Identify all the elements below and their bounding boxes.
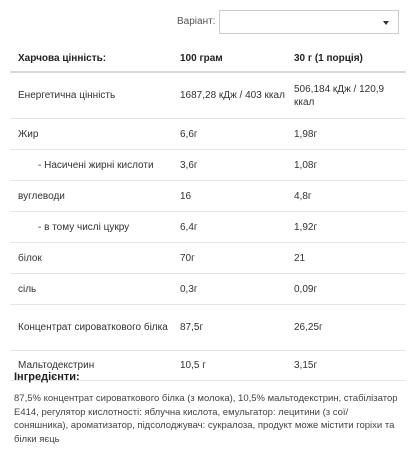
value-per-100g: 87,5г	[172, 305, 286, 351]
table-row	[10, 119, 406, 150]
value-per-100g: 0,3г	[172, 274, 286, 305]
value-per-100g: 70г	[172, 243, 286, 274]
nutrient-name: сіль	[10, 274, 172, 305]
value-per-serving: 506,184 кДж / 120,9 ккал	[286, 72, 406, 119]
nutrition-header-row	[10, 45, 406, 72]
table-row	[10, 305, 406, 351]
value-per-100g: 10,5 г	[172, 351, 286, 381]
value-per-serving: 3,15г	[286, 351, 406, 381]
header-per-100g: 100 грам	[172, 45, 286, 72]
table-row	[10, 181, 406, 212]
table-row	[10, 72, 406, 119]
header-nutrient: Харчова цінність:	[10, 45, 172, 72]
nutrient-name: Жир	[10, 119, 172, 150]
table-row	[10, 243, 406, 274]
value-per-serving: 26,25г	[286, 305, 406, 351]
ingredients-text: 87,5% концентрат сироваткового білка (з молока), 10,5% мальтодекстрин, стабілізатор Е414, регулятор кислотності: яблучна кислота, емульгатор: лецитини (з сої/ соняшника), ароматизатор, підсолоджувач: сукралоза, продукт може містити горіхи та білки яєць	[14, 393, 398, 445]
value-per-serving: 1,08г	[286, 150, 406, 181]
nutrient-name: Мальтодекстрин	[10, 351, 172, 381]
value-per-serving: 4,8г	[286, 181, 406, 212]
value-per-100g: 1687,28 кДж / 403 ккал	[172, 72, 286, 119]
variant-select[interactable]	[219, 10, 399, 34]
table-row	[10, 274, 406, 305]
caret-down-icon	[383, 21, 389, 25]
nutrient-name: - Насичені жирні кислоти	[10, 150, 172, 181]
table-row	[10, 150, 406, 181]
value-per-serving: 1,92г	[286, 212, 406, 243]
value-per-100g: 6,4г	[172, 212, 286, 243]
nutrient-name: Енергетична цінність	[10, 72, 172, 119]
variant-row	[0, 10, 416, 36]
variant-label: Варіант:	[177, 16, 216, 27]
value-per-100g: 6,6г	[172, 119, 286, 150]
nutrient-name: вуглеводи	[10, 181, 172, 212]
value-per-100g: 3,6г	[172, 150, 286, 181]
value-per-serving: 1,98г	[286, 119, 406, 150]
nutrient-name: - в тому числі цукру	[10, 212, 172, 243]
nutrition-table	[10, 45, 406, 381]
header-per-serving: 30 г (1 порція)	[286, 45, 406, 72]
table-row	[10, 212, 406, 243]
nutrient-name: Концентрат сироваткового білка	[10, 305, 172, 351]
ingredients-title: Інгредієнти:	[14, 371, 80, 383]
value-per-serving: 0,09г	[286, 274, 406, 305]
value-per-100g: 16	[172, 181, 286, 212]
value-per-serving: 21	[286, 243, 406, 274]
nutrient-name: білок	[10, 243, 172, 274]
